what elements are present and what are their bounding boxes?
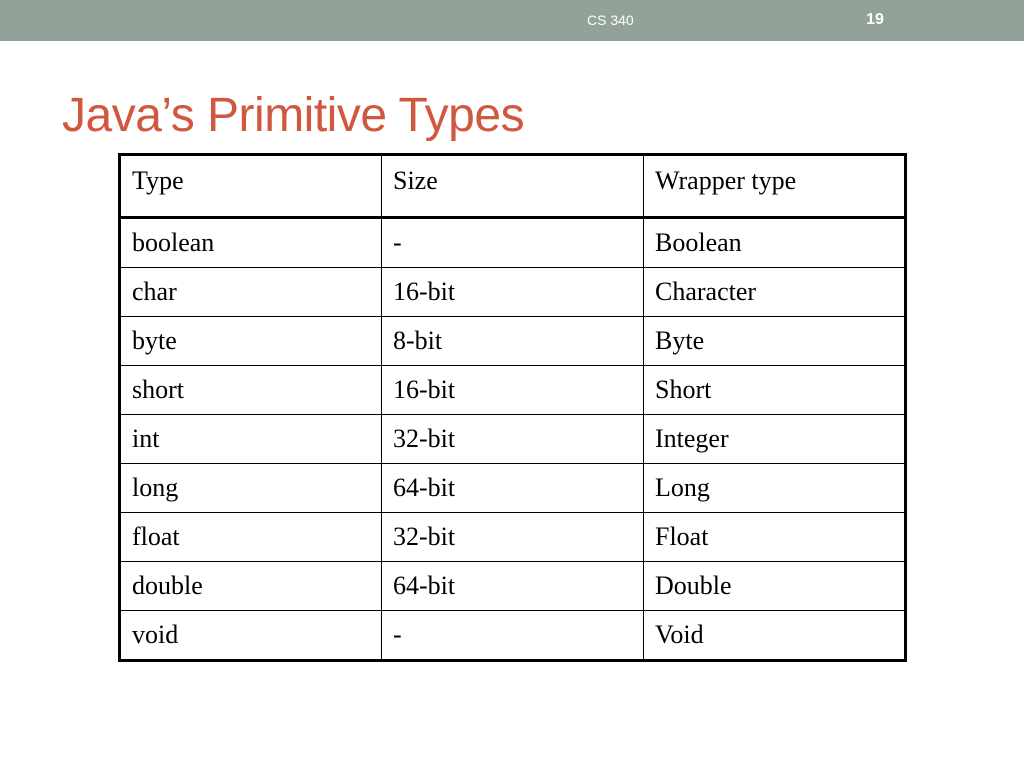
type-cell: long: [120, 464, 382, 513]
type-cell: int: [120, 415, 382, 464]
type-cell: boolean: [120, 218, 382, 268]
size-cell: 16-bit: [382, 366, 644, 415]
wrapper-type-cell: Void: [644, 611, 906, 661]
wrapper-type-cell: Integer: [644, 415, 906, 464]
size-cell: 64-bit: [382, 562, 644, 611]
type-cell: double: [120, 562, 382, 611]
size-cell: 16-bit: [382, 268, 644, 317]
size-cell: -: [382, 218, 644, 268]
size-cell: 32-bit: [382, 513, 644, 562]
header-bar: [0, 0, 1024, 41]
size-cell: 64-bit: [382, 464, 644, 513]
wrapper-type-cell: Byte: [644, 317, 906, 366]
table-row: [120, 317, 906, 366]
primitive-types-table: [118, 153, 907, 662]
slide-title: Java’s Primitive Types: [62, 89, 525, 142]
wrapper-type-cell: Double: [644, 562, 906, 611]
wrapper-type-cell: Float: [644, 513, 906, 562]
size-cell: 8-bit: [382, 317, 644, 366]
wrapper-type-cell: Character: [644, 268, 906, 317]
wrapper-type-cell: Long: [644, 464, 906, 513]
table-row: [120, 218, 906, 268]
table-row: [120, 366, 906, 415]
table-header-row: [120, 155, 906, 218]
type-cell: void: [120, 611, 382, 661]
table-row: [120, 513, 906, 562]
column-header-size: Size: [382, 155, 644, 218]
column-header-wrapper-type: Wrapper type: [644, 155, 906, 218]
course-label: CS 340: [587, 12, 634, 28]
type-cell: short: [120, 366, 382, 415]
wrapper-type-cell: Boolean: [644, 218, 906, 268]
type-cell: byte: [120, 317, 382, 366]
table-row: [120, 611, 906, 661]
size-cell: -: [382, 611, 644, 661]
column-header-type: Type: [120, 155, 382, 218]
slide-number: 19: [866, 11, 884, 28]
type-cell: float: [120, 513, 382, 562]
table-row: [120, 268, 906, 317]
size-cell: 32-bit: [382, 415, 644, 464]
table-row: [120, 464, 906, 513]
table-row: [120, 562, 906, 611]
table-row: [120, 415, 906, 464]
type-cell: char: [120, 268, 382, 317]
wrapper-type-cell: Short: [644, 366, 906, 415]
